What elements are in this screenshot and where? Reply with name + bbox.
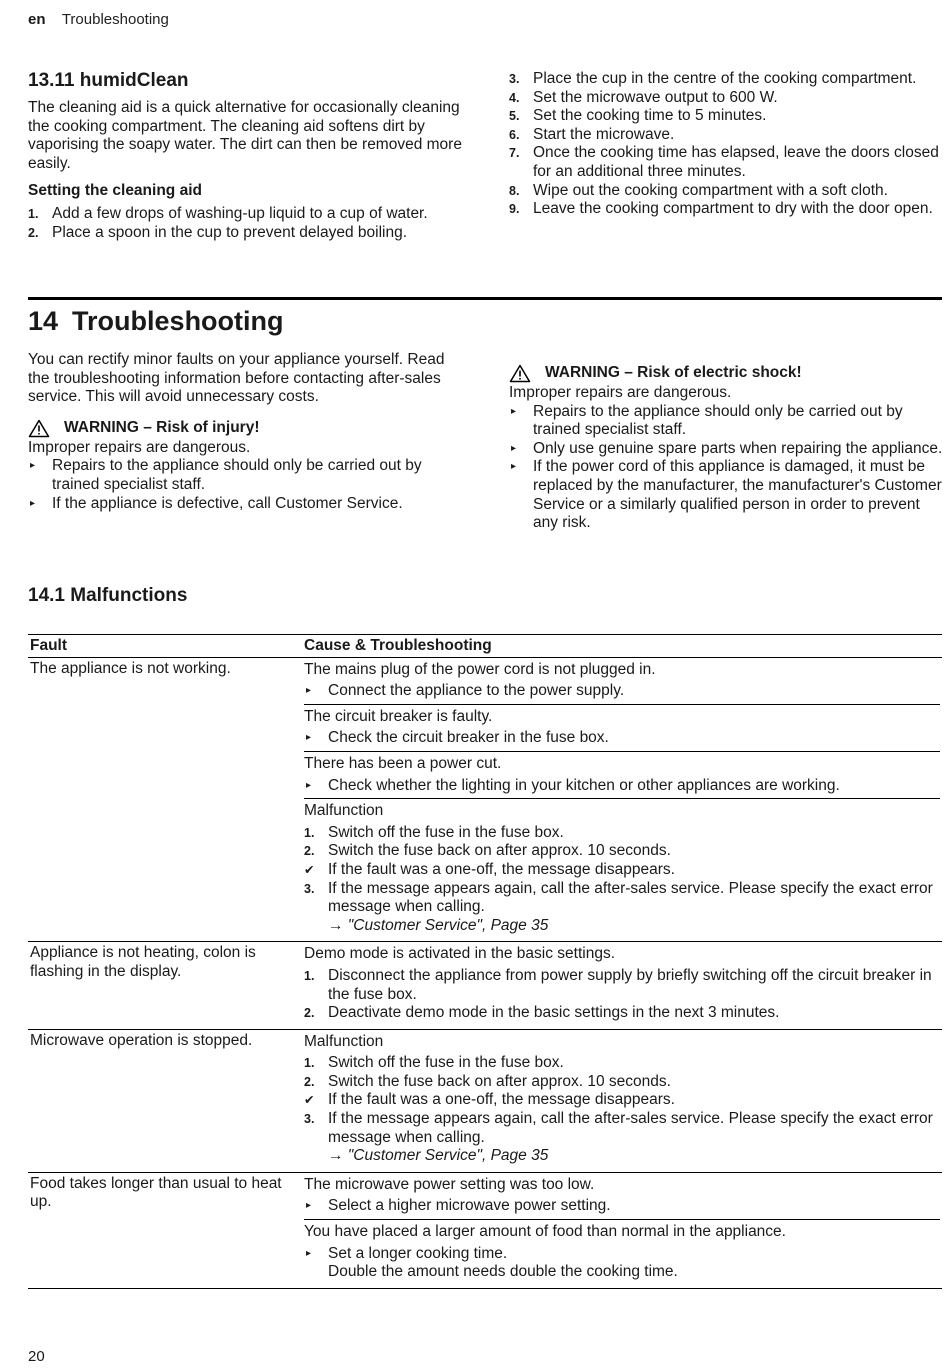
section-intro: The cleaning aid is a quick alternative for occasionally cleaning the cooking compartment. The cleaning aid softens dirt by vaporising the soapy water. The dirt can then be removed more easily. [28, 99, 462, 172]
step-text: If the fault was a one-off, the message disappears. [328, 1091, 675, 1109]
arrow-bullet-icon: ▸ [511, 461, 517, 473]
check-icon: ✔ [304, 1093, 315, 1108]
cause-text: The microwave power setting was too low. [304, 1175, 595, 1193]
table-row [28, 1172, 942, 1288]
bullet-text: If the power cord of this appliance is damaged, it must be replaced by the manufacturer, the manufacturer's Customer Service or a similarly qualified person in order to prevent any risk. [533, 458, 942, 532]
warning-triangle-icon [28, 419, 50, 438]
step-number: 2. [28, 225, 39, 240]
cause-cell [302, 1172, 942, 1288]
chapter-rule [28, 297, 942, 300]
list-item [304, 1091, 940, 1110]
arrow-bullet-icon: ▸ [306, 1200, 312, 1212]
page-number: 20 [28, 1348, 45, 1365]
step-number: 1. [304, 825, 315, 840]
list-item [509, 458, 945, 532]
warning-injury-text: Improper repairs are dangerous. [28, 438, 251, 456]
warning-shock-list [509, 403, 945, 533]
remedy-list [304, 1197, 940, 1216]
cause-text: You have placed a larger amount of food than normal in the appliance. [304, 1223, 786, 1241]
cause-text: Malfunction [304, 1032, 384, 1050]
cause-block [304, 1219, 940, 1285]
steps-list-left [28, 205, 468, 242]
bullet-text: Double the amount needs double the cooking time. [328, 1263, 678, 1281]
cause-cell [302, 1029, 942, 1172]
list-item [509, 440, 945, 459]
arrow-bullet-icon: ▸ [30, 497, 36, 509]
list-item [28, 495, 468, 514]
warning-triangle-icon [509, 364, 531, 383]
bullet-text: Select a higher microwave power setting. [328, 1197, 611, 1215]
list-item [304, 861, 940, 880]
remedy-list [304, 682, 940, 701]
cause-block [304, 944, 940, 1025]
bullet-text: Set a longer cooking time. [328, 1244, 508, 1262]
cause-block [304, 1175, 940, 1219]
warning-injury-list [28, 457, 468, 513]
chapter-title [28, 305, 284, 337]
header-title: Troubleshooting [61, 11, 169, 28]
step-number: 6. [509, 127, 520, 142]
section-13-11-left [28, 70, 468, 242]
step-number: 9. [509, 202, 520, 217]
table-body [28, 657, 942, 1288]
table-row [28, 942, 942, 1029]
list-item [304, 824, 940, 843]
list-item [304, 1054, 940, 1073]
section-13-11-right [509, 70, 945, 219]
column-header-cause: Cause & Troubleshooting [302, 635, 942, 658]
fault-cell: Food takes longer than usual to heat up. [28, 1172, 302, 1288]
step-text: Switch the fuse back on after approx. 10 seconds. [328, 1072, 671, 1090]
bullet-text: Repairs to the appliance should only be carried out by trained specialist staff. [52, 457, 422, 493]
warning-shock-title: WARNING – Risk of electric shock! [509, 364, 945, 383]
section-heading: 13.11 humidClean [28, 70, 189, 91]
list-item [304, 682, 940, 701]
step-number: 1. [304, 1056, 315, 1071]
list-item [304, 842, 940, 861]
list-item [509, 126, 945, 145]
step-text: Deactivate demo mode in the basic settings in the next 3 minutes. [328, 1004, 780, 1022]
language-code: en [28, 11, 46, 28]
list-item [509, 107, 945, 126]
table-row [28, 657, 942, 942]
step-text: Switch off the fuse in the fuse box. [328, 823, 564, 841]
fault-cell: Microwave operation is stopped. [28, 1029, 302, 1172]
steps-list-right [509, 70, 945, 219]
running-header [28, 11, 169, 30]
warning-shock-text: Improper repairs are dangerous. [509, 384, 732, 401]
fault-cell: Appliance is not heating, colon is flashing in the display. [28, 942, 302, 1029]
list-item [509, 144, 945, 181]
cause-text: Demo mode is activated in the basic settings. [304, 945, 616, 963]
chapter-intro: You can rectify minor faults on your appliance yourself. Read the troubleshooting information before contacting after-sales service. This will avoid unnecessary costs. [28, 351, 445, 406]
step-text: Leave the cooking compartment to dry with the door open. [533, 200, 933, 218]
step-number: 1. [304, 968, 315, 983]
remedy-list [304, 777, 940, 796]
cause-cell [302, 657, 942, 942]
malfunctions-table-wrap [28, 634, 942, 1289]
fault-cell: The appliance is not working. [28, 657, 302, 942]
malfunctions-heading: 14.1 Malfunctions [28, 585, 188, 606]
step-number: 3. [304, 1112, 315, 1127]
list-item [304, 1110, 940, 1147]
step-text: Set the microwave output to 600 W. [533, 88, 778, 106]
bullet-text: Connect the appliance to the power supply. [328, 682, 625, 700]
step-number: 1. [28, 206, 39, 221]
step-text: Wipe out the cooking compartment with a soft cloth. [533, 181, 888, 199]
step-text: If the message appears again, call the after-sales service. Please specify the exact error message when calling. [328, 1110, 933, 1146]
step-number: 3. [509, 72, 520, 86]
step-number: 2. [304, 1006, 315, 1021]
cause-text: The circuit breaker is faulty. [304, 707, 493, 725]
arrow-bullet-icon: ▸ [511, 442, 517, 454]
cause-text: The mains plug of the power cord is not plugged in. [304, 660, 656, 678]
step-text: Place the cup in the centre of the cooking compartment. [533, 70, 917, 87]
step-text: Place a spoon in the cup to prevent delayed boiling. [52, 223, 408, 241]
column-header-fault: Fault [28, 635, 302, 658]
step-text: Disconnect the appliance from power supply by briefly switching off the circuit breaker in the fuse box. [328, 966, 932, 1003]
warning-injury-title: WARNING – Risk of injury! [28, 419, 468, 438]
remedy-list [304, 1245, 940, 1282]
bullet-text: Check whether the lighting in your kitchen or other appliances are working. [328, 776, 840, 794]
bullet-text: Check the circuit breaker in the fuse box. [328, 729, 609, 747]
arrow-bullet-icon: ▸ [306, 685, 312, 697]
table-row [28, 1029, 942, 1172]
list-item [28, 205, 468, 224]
list-item [304, 1073, 940, 1092]
check-icon: ✔ [304, 862, 315, 877]
chapter-14-right [509, 364, 945, 533]
malfunctions-table [28, 634, 942, 1289]
remedy-steps [304, 824, 940, 917]
remedy-steps [304, 1054, 940, 1147]
list-item [304, 880, 940, 917]
step-number: 8. [509, 183, 520, 198]
cause-cell [302, 942, 942, 1029]
remedy-list [304, 729, 940, 748]
step-text: Switch the fuse back on after approx. 10 seconds. [328, 842, 671, 860]
list-item [304, 1004, 940, 1023]
cause-block [304, 751, 940, 798]
cause-block [304, 660, 940, 704]
step-number: 5. [509, 109, 520, 124]
step-number: 2. [304, 1074, 315, 1089]
step-text: Set the cooking time to 5 minutes. [533, 107, 767, 125]
list-item [28, 224, 468, 243]
list-item [304, 1197, 940, 1216]
list-item [304, 967, 940, 1004]
bullet-text: If the appliance is defective, call Customer Service. [52, 494, 403, 512]
chapter-14-left [28, 351, 468, 513]
list-item [509, 403, 945, 440]
list-item [28, 457, 468, 494]
step-number: 4. [509, 90, 520, 105]
step-text: If the message appears again, call the after-sales service. Please specify the exact error message when calling. [328, 879, 933, 916]
step-number: 2. [304, 844, 315, 859]
bullet-text: Only use genuine spare parts when repairing the appliance. [533, 439, 943, 457]
subheading: Setting the cleaning aid [28, 182, 202, 200]
list-item [509, 200, 945, 219]
arrow-bullet-icon: ▸ [306, 779, 312, 791]
arrow-bullet-icon: ▸ [306, 732, 312, 744]
step-text: Add a few drops of washing-up liquid to a cup of water. [52, 204, 428, 222]
cause-text: Malfunction [304, 802, 384, 820]
step-text: Start the microwave. [533, 125, 675, 143]
cause-text: There has been a power cut. [304, 754, 502, 772]
table-header-row [28, 635, 942, 658]
list-item [304, 729, 940, 748]
list-item [509, 182, 945, 201]
cause-block [304, 798, 940, 938]
list-item [304, 777, 940, 796]
list-item [509, 70, 945, 89]
step-number: 3. [304, 881, 315, 896]
chapter-number: 14 [28, 306, 59, 336]
chapter-title-text: Troubleshooting [72, 306, 284, 336]
arrow-bullet-icon: ▸ [511, 405, 517, 417]
cause-block [304, 704, 940, 751]
remedy-steps [304, 967, 940, 1023]
list-item [509, 89, 945, 108]
cross-reference-link[interactable]: → "Customer Service", Page 35 [328, 1147, 549, 1165]
step-text: Switch off the fuse in the fuse box. [328, 1054, 564, 1072]
list-item [304, 1245, 940, 1282]
bullet-text: Repairs to the appliance should only be carried out by trained specialist staff. [533, 402, 903, 439]
step-text: Once the cooking time has elapsed, leave the doors closed for an additional three minutes. [533, 144, 939, 180]
step-text: If the fault was a one-off, the message disappears. [328, 860, 675, 878]
step-number: 7. [509, 146, 520, 161]
arrow-bullet-icon: ▸ [306, 1247, 312, 1259]
cause-block [304, 1032, 940, 1169]
cross-reference-link[interactable]: → "Customer Service", Page 35 [328, 916, 549, 934]
arrow-bullet-icon: ▸ [30, 460, 36, 472]
